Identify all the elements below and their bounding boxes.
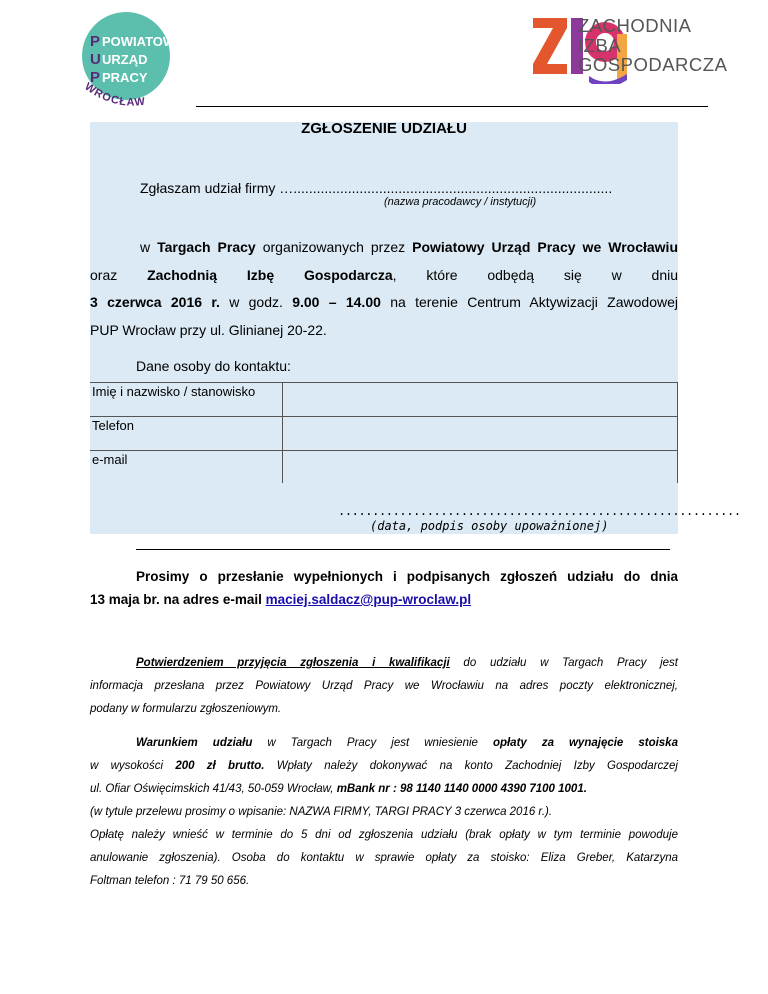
table-row	[90, 451, 678, 484]
firm-name-line[interactable]: Zgłaszam udział firmy …..................................................................................	[140, 180, 613, 196]
contact-email-field[interactable]	[283, 451, 678, 484]
event-date: 3 czerwca 2016 r.	[90, 294, 220, 310]
event-name: Targach Pracy	[157, 239, 256, 255]
event-hours: 9.00 – 14.00	[292, 294, 381, 310]
form-title: ZGŁOSZENIE UDZIAŁU	[301, 120, 467, 137]
confirmation-note: Potwierdzeniem przyjęcia zgłoszenia i kwalifikacji do udziału w Targach Pracy jest informacja przesłana przez Powiatowy Urząd Pracy we Wrocławiu na adres poczty elektronicznej, podany w formularzu zgłoszeniowym.	[90, 657, 678, 715]
organizer-zig: Zachodnią Izbę Gospodarcza	[147, 266, 393, 283]
organizer-pup: Powiatowy Urząd Pracy we Wrocławiu	[412, 239, 678, 255]
submission-request: Prosimy o przesłanie wypełnionych i podpisanych zgłoszeń udziału do dnia 13 maja br. na adres e-mail maciej.saldacz@pup-wroclaw.pl	[90, 565, 678, 611]
section-divider	[136, 549, 670, 550]
pup-logo-line1: POWIATOWY	[102, 34, 184, 49]
zig-logo-text	[578, 16, 727, 75]
bank-account: mBank nr : 98 1140 1140 0000 4390 7100 1001.	[336, 783, 587, 795]
event-address: PUP Wrocław przy ul. Glinianej 20-22.	[90, 321, 327, 338]
contact-phone-label: Telefon	[90, 417, 283, 451]
contact-section-label: Dane osoby do kontaktu:	[136, 358, 291, 374]
payment-amount: 200 zł brutto.	[175, 760, 265, 772]
contact-email-link[interactable]: maciej.saldacz@pup-wroclaw.pl	[265, 592, 472, 607]
zig-line1: ZACHODNIA	[578, 15, 692, 36]
contact-name-label: Imię i nazwisko / stanowisko	[90, 383, 283, 417]
header-divider	[196, 106, 708, 107]
pup-logo-line3: PRACY	[102, 70, 148, 85]
zig-line2: IZBA	[578, 34, 622, 56]
svg-text:U: U	[90, 51, 101, 68]
signature-line[interactable]: ...........................................................	[338, 504, 741, 518]
table-row	[90, 417, 678, 451]
table-row	[90, 383, 678, 417]
confirmation-note-bold: Potwierdzeniem przyjęcia zgłoszenia i kwalifikacji	[136, 657, 450, 669]
contact-table	[90, 382, 678, 483]
pup-logo-line2: URZĄD	[102, 52, 148, 67]
pup-logo	[78, 8, 208, 118]
pup-logo-city: WROCŁAW	[82, 80, 147, 109]
signature-hint: (data, podpis osoby upoważnionej)	[370, 519, 609, 533]
event-paragraph: w Targach Pracy organizowanych przez Powiatowy Urząd Pracy we Wrocławiu oraz Zachodnią Izbę Gospodarcza, które odbędą się w dniu 3 czerwca 2016 r. w godz. 9.00 – 14.00 na terenie Centrum Aktywizacji Zawodowej PUP Wrocław przy ul. Glinianej 20-22.	[90, 234, 678, 344]
firm-name-hint: (nazwa pracodawcy / instytucji)	[384, 196, 537, 208]
contact-name-field[interactable]	[283, 383, 678, 417]
svg-text:P: P	[90, 33, 101, 50]
payment-note: Warunkiem udziału w Targach Pracy jest wniesienie opłaty za wynajęcie stoiska w wysokości 200 zł brutto. Wpłaty należy dokonywać na konto Zachodniej Izby Gospodarczej ul. Ofiar Oświęcimskich 41/43, 50-059 Wrocław, mBank nr : 98 1140 1140 0000 4390 7100 1001. (w tytule przelewu prosimy o wpisanie: NAZWA FIRMY, TARGI PRACY 3 czerwca 2016 r.). Opłatę należy wnieść w terminie do 5 dni od zgłoszenia udziału (brak opłaty w tym terminie powoduje anulowanie zgłoszenia). Osoba do kontaktu w sprawie opłaty za stoisko: Eliza Greber, Katarzyna Foltman telefon : 71 79 50 656.	[90, 737, 678, 887]
zig-line3: GOSPODARCZA	[578, 54, 728, 75]
payment-fee: opłaty za wynajęcie stoiska	[492, 737, 678, 749]
contact-phone-field[interactable]	[283, 417, 678, 451]
payment-condition: Warunkiem udziału	[136, 737, 253, 749]
svg-text:P: P	[90, 69, 101, 86]
request-line1: Prosimy o przesłanie wypełnionych i podpisanych zgłoszeń udziału do dnia	[136, 569, 678, 584]
contact-email-label: e-mail	[90, 451, 283, 484]
